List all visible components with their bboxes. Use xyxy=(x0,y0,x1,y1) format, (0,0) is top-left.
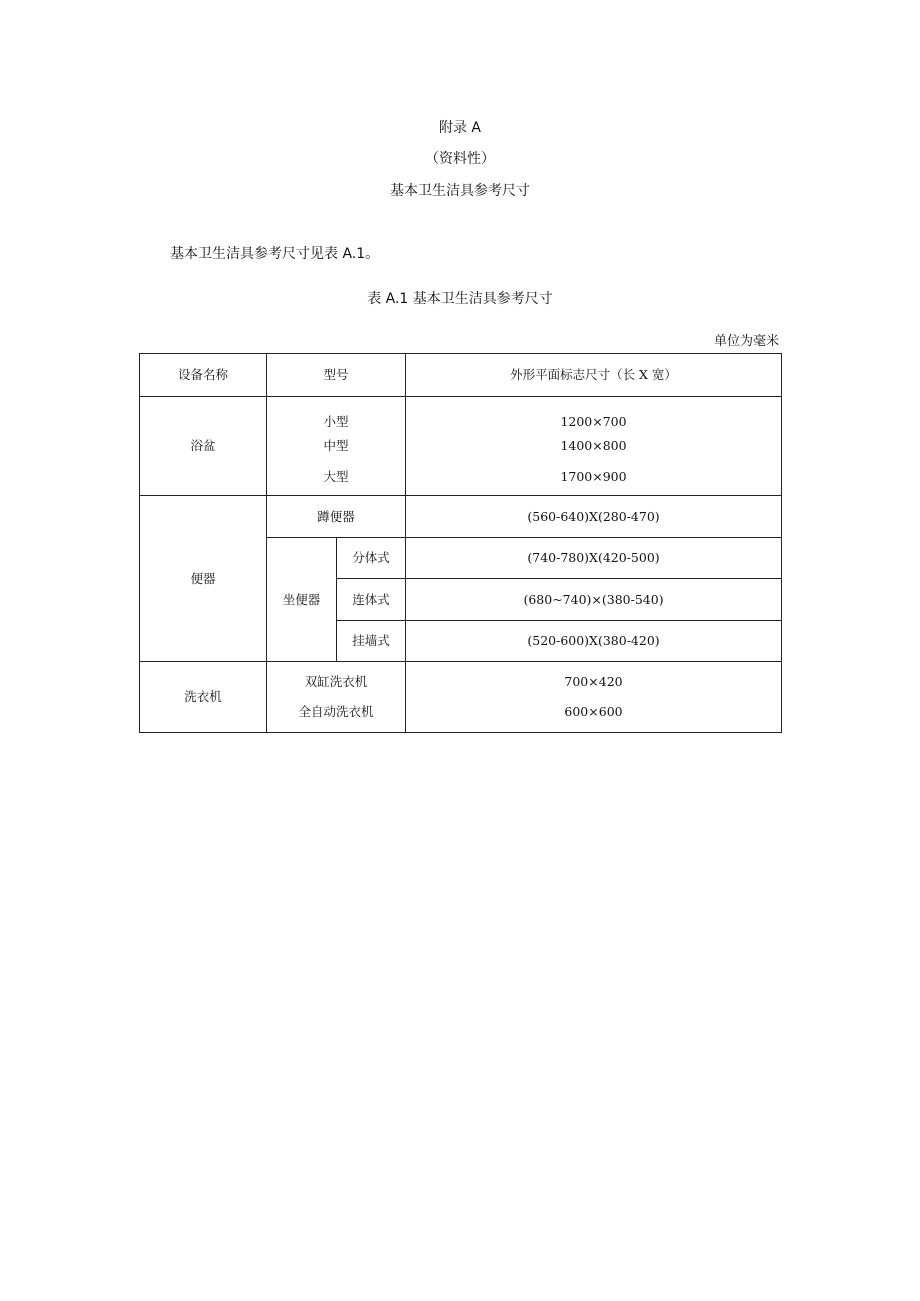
split-toilet-size: (740-780)X(420-500) xyxy=(406,538,782,579)
split-toilet-model: 分体式 xyxy=(337,538,406,579)
wallhung-toilet-size: (520-600)X(380-420) xyxy=(406,621,782,662)
bathtub-model-large: 大型 xyxy=(323,469,349,484)
washer-models-cell xyxy=(267,662,406,733)
wallhung-toilet-model: 挂墙式 xyxy=(337,621,406,662)
bathtub-size-large: 1700×900 xyxy=(560,469,627,484)
appendix-title: 附录 A xyxy=(438,120,482,136)
appendix-heading: 基本卫生洁具参考尺寸 xyxy=(390,183,530,199)
washer-size-twin-tub: 700×420 xyxy=(564,674,623,689)
seated-toilet-name: 坐便器 xyxy=(267,538,337,662)
bathtub-models-cell xyxy=(267,397,406,496)
table-row-bathtub xyxy=(140,397,782,496)
bathtub-model-small: 小型 xyxy=(323,414,349,429)
bathtub-size-small: 1200×700 xyxy=(560,414,627,429)
table-caption: 表 A.1 基本卫生洁具参考尺寸 xyxy=(367,291,553,307)
washer-model-twin-tub: 双缸洗衣机 xyxy=(304,674,368,689)
table-row-squat-toilet xyxy=(140,496,782,538)
bathtub-model-medium: 中型 xyxy=(323,438,349,453)
table-row-washer xyxy=(140,662,782,733)
bathtub-sizes-cell xyxy=(406,397,782,496)
washer-size-automatic: 600×600 xyxy=(564,704,623,719)
bathtub-name: 浴盆 xyxy=(140,397,267,496)
washer-sizes-cell xyxy=(406,662,782,733)
toilet-name: 便器 xyxy=(140,496,267,662)
header-model: 型号 xyxy=(267,354,406,397)
intro-paragraph: 基本卫生洁具参考尺寸见表 A.1。 xyxy=(170,246,380,262)
table-header-row xyxy=(140,354,782,397)
washer-model-automatic: 全自动洗衣机 xyxy=(298,704,374,719)
onepiece-toilet-size: (680~740)×(380-540) xyxy=(406,579,782,621)
appendix-nature: （资料性） xyxy=(425,151,495,167)
onepiece-toilet-model: 连体式 xyxy=(337,579,406,621)
squat-toilet-model: 蹲便器 xyxy=(267,496,406,538)
fixture-size-table xyxy=(139,353,782,733)
washer-name: 洗衣机 xyxy=(140,662,267,733)
header-dimensions: 外形平面标志尺寸（长 X 宽） xyxy=(406,354,782,397)
bathtub-size-medium: 1400×800 xyxy=(560,438,627,453)
unit-note: 单位为毫米 xyxy=(713,334,779,349)
header-device-name: 设备名称 xyxy=(140,354,267,397)
squat-toilet-size: (560-640)X(280-470) xyxy=(406,496,782,538)
